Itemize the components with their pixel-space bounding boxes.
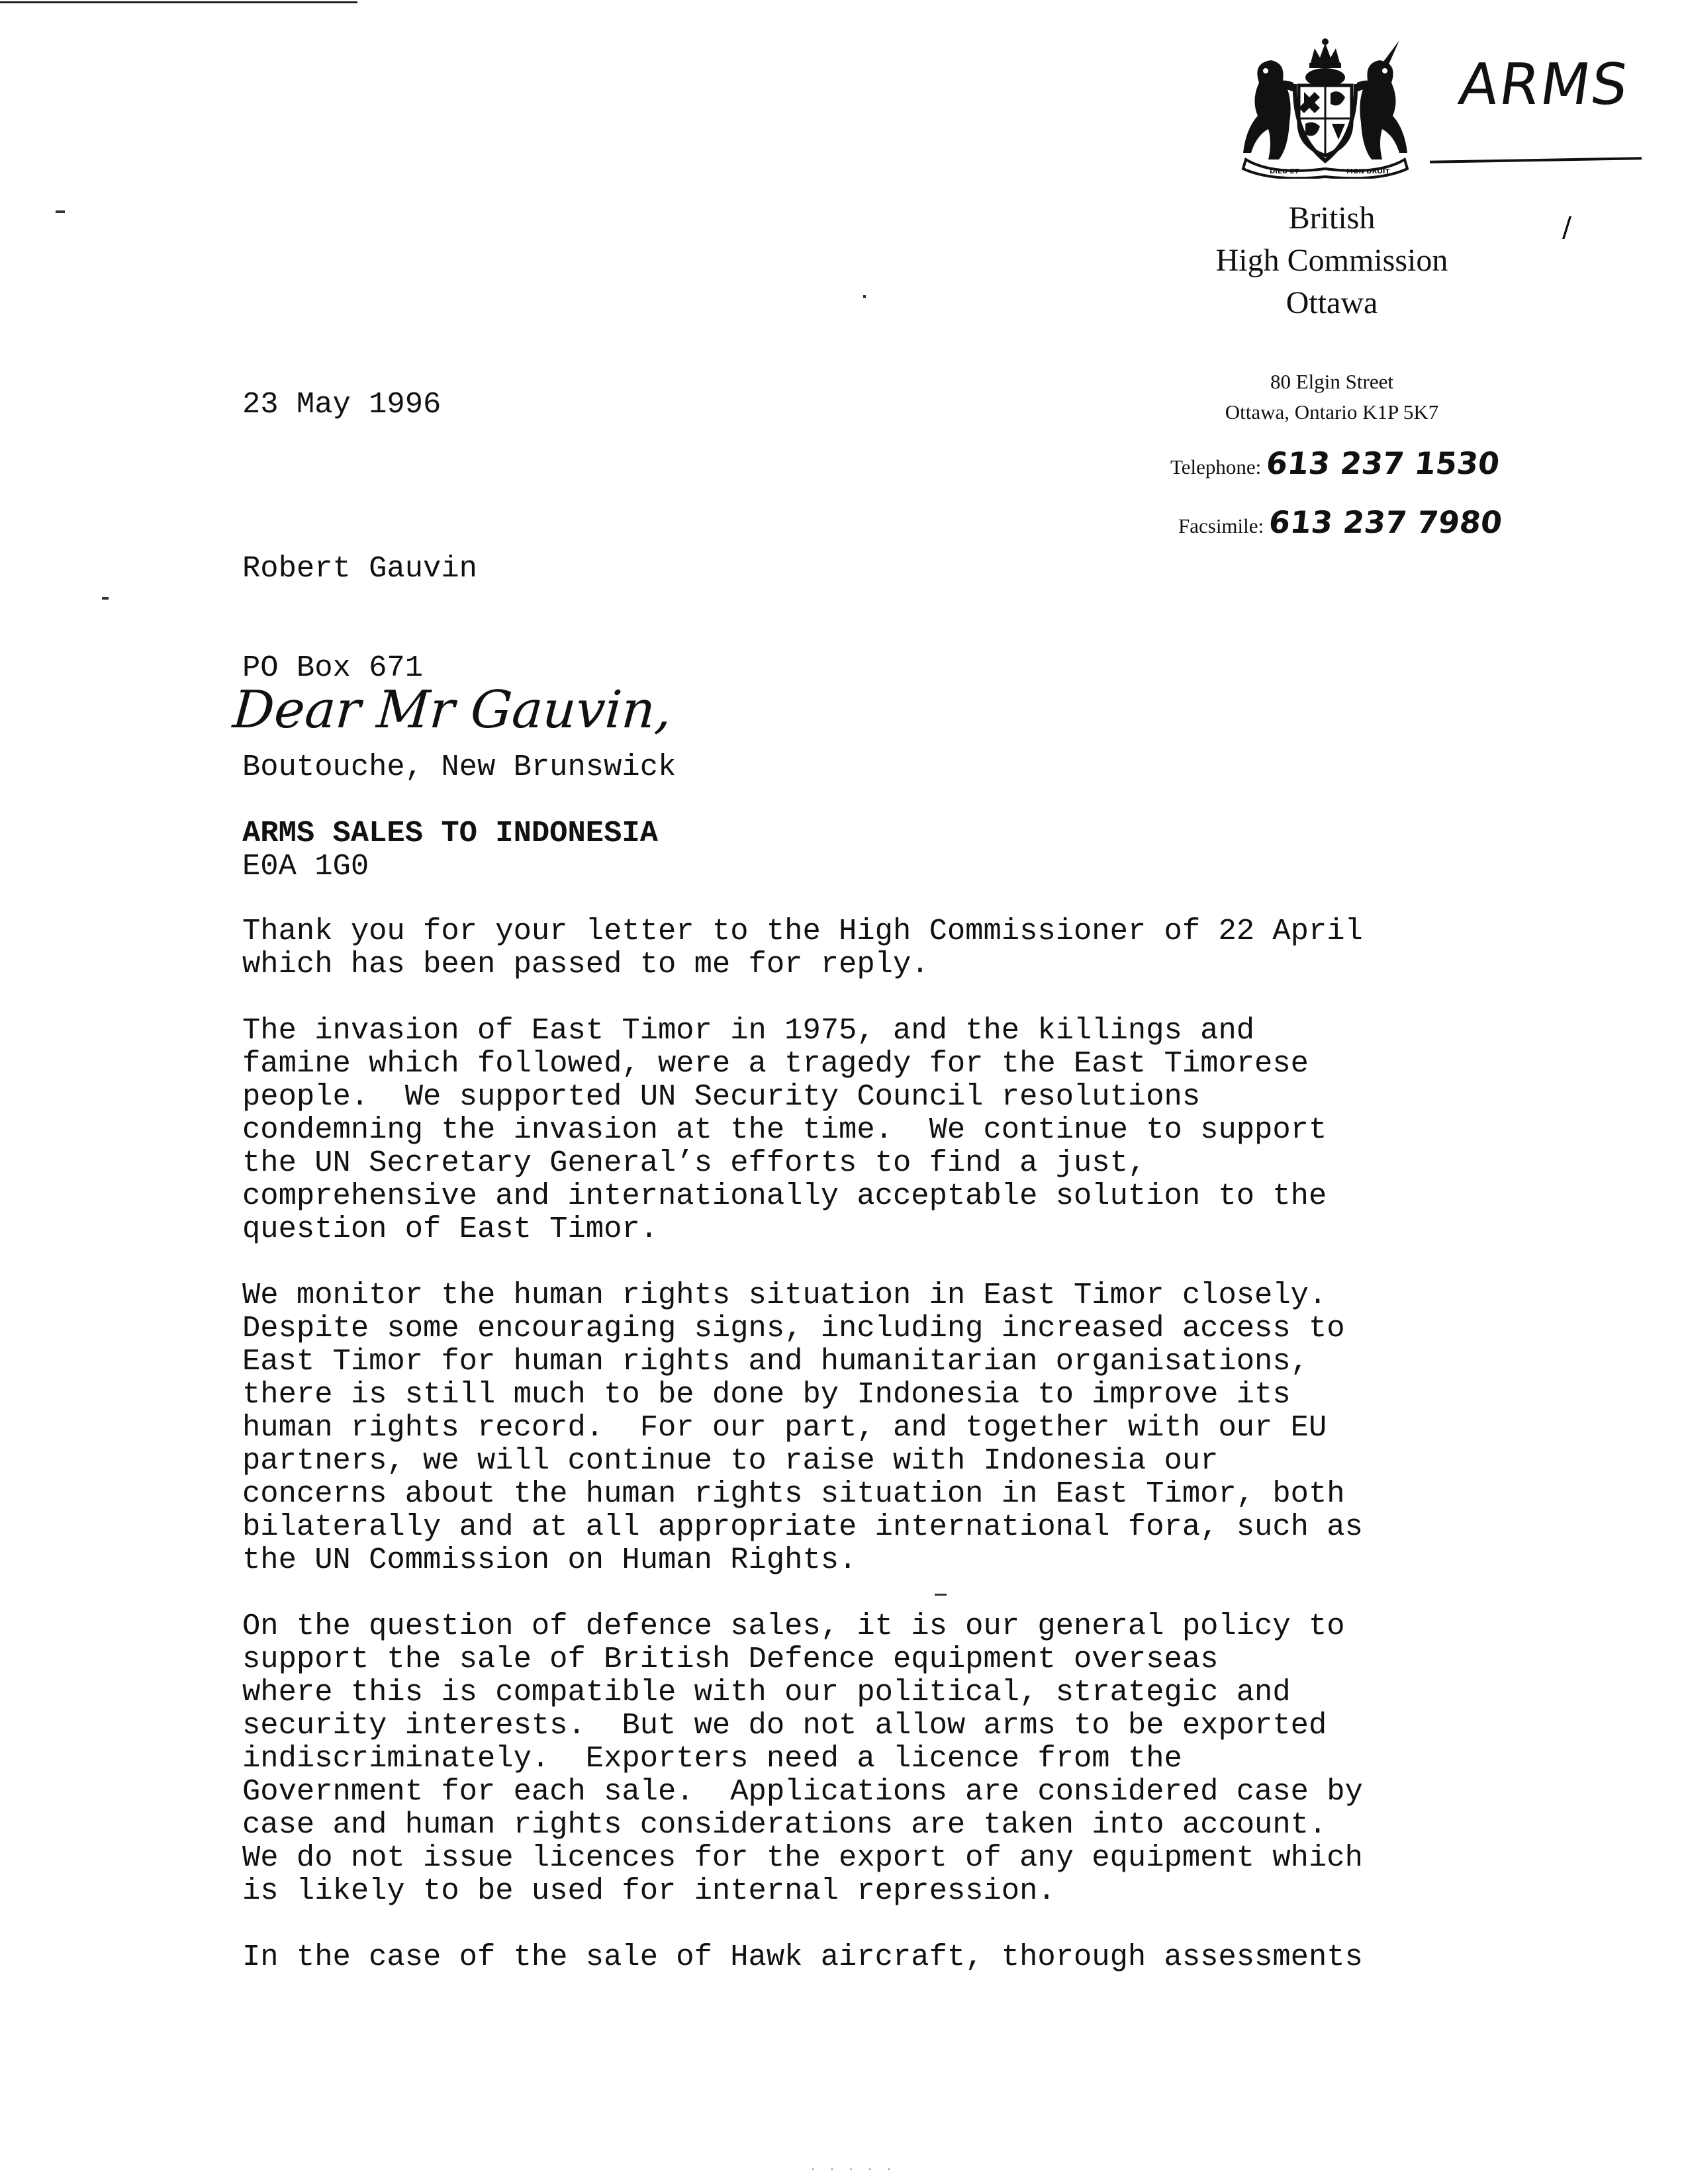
org-line-city: Ottawa (1286, 285, 1378, 320)
body-line: famine which followed, were a tragedy for the East Timorese (242, 1046, 1309, 1081)
body-paragraph (242, 915, 1513, 981)
body-line: question of East Timor. (242, 1212, 659, 1246)
recipient-town: Boutouche, New Brunswick (242, 750, 677, 784)
scan-footer-dots: · · · · · (811, 2161, 897, 2177)
body-line: condemning the invasion at the time. We continue to support (242, 1113, 1327, 1147)
body-line: security interests. But we do not allow arms to be exported (242, 1708, 1327, 1743)
scan-speck (56, 210, 65, 213)
address-street: 80 Elgin Street (1270, 370, 1393, 393)
body-line: concerns about the human rights situation in East Timor, both (242, 1477, 1345, 1511)
handwritten-underline (1430, 157, 1642, 163)
body-line: On the question of defence sales, it is our general policy to (242, 1609, 1345, 1643)
body-line: the UN Secretary General’s efforts to find a just, (242, 1146, 1146, 1180)
handwritten-tag: ARMS (1454, 52, 1634, 118)
body-line: We monitor the human rights situation in East Timor closely. (242, 1278, 1327, 1312)
salutation: Dear Mr Gauvin, (230, 680, 674, 740)
body-line: bilaterally and at all appropriate international fora, such as (242, 1510, 1363, 1544)
body-line: indiscriminately. Exporters need a licence from the (242, 1741, 1182, 1776)
scan-speck (102, 597, 109, 600)
body-line: comprehensive and internationally acceptable solution to the (242, 1179, 1327, 1213)
org-line-country: British (1288, 201, 1376, 236)
royal-crest-icon (1233, 36, 1418, 179)
telephone-number: 613 237 1530 (1264, 445, 1502, 481)
body-line: people. We supported UN Security Council resolutions (242, 1079, 1201, 1114)
crest-motto-right: MON DROIT (1346, 168, 1390, 175)
body-line: partners, we will continue to raise with Indonesia our (242, 1443, 1219, 1478)
body-line: there is still much to be done by Indonesia to improve its (242, 1377, 1291, 1412)
scan-speck (863, 295, 866, 298)
body-line: support the sale of British Defence equipment overseas (242, 1642, 1219, 1676)
letter-body (242, 915, 1513, 2007)
recipient-name: Robert Gauvin (242, 551, 477, 586)
body-line: Despite some encouraging signs, including increased access to (242, 1311, 1345, 1345)
telephone-label: Telephone: (1170, 455, 1262, 478)
fax-label: Facsimile: (1178, 514, 1264, 537)
address-city: Ottawa, Ontario K1P 5K7 (1225, 400, 1439, 424)
body-line: The invasion of East Timor in 1975, and the killings and (242, 1013, 1255, 1048)
letterhead-facsimile (1178, 504, 1505, 540)
crest-motto-left: DIEU ET (1270, 168, 1299, 175)
letterhead-organization (1160, 197, 1504, 324)
scan-edge-line (0, 1, 357, 3)
letterhead-address (1160, 367, 1504, 428)
body-line: which has been passed to me for reply. (242, 947, 929, 981)
body-line: East Timor for human rights and humanitarian organisations, (242, 1344, 1309, 1379)
letter-subject: ARMS SALES TO INDONESIA (242, 816, 659, 850)
recipient-po-box: PO Box 671 (242, 651, 424, 685)
body-paragraph (242, 1014, 1513, 1246)
body-line: Thank you for your letter to the High Commissioner of 22 April (242, 914, 1363, 948)
body-line: Government for each sale. Applications are considered case by (242, 1774, 1363, 1809)
letter-date: 23 May 1996 (242, 387, 442, 422)
fax-number: 613 237 7980 (1267, 504, 1505, 540)
body-paragraph (242, 1279, 1513, 1576)
handwritten-slash: / (1562, 210, 1572, 243)
body-paragraph (242, 1940, 1513, 1974)
body-line: human rights record. For our part, and together with our EU (242, 1410, 1327, 1445)
body-line: where this is compatible with our political, strategic and (242, 1675, 1291, 1709)
body-line: is likely to be used for internal repression. (242, 1874, 1056, 1908)
recipient-postal-code: E0A 1G0 (242, 849, 369, 884)
body-paragraph (242, 1610, 1513, 1907)
body-line: case and human rights considerations are taken into account. (242, 1807, 1327, 1842)
body-line: the UN Commission on Human Rights. (242, 1543, 857, 1577)
body-line: In the case of the sale of Hawk aircraft, thorough assessments (242, 1940, 1363, 1974)
body-line: We do not issue licences for the export of any equipment which (242, 1841, 1363, 1875)
letterhead-telephone (1170, 445, 1502, 481)
org-line-office: High Commission (1215, 243, 1448, 278)
